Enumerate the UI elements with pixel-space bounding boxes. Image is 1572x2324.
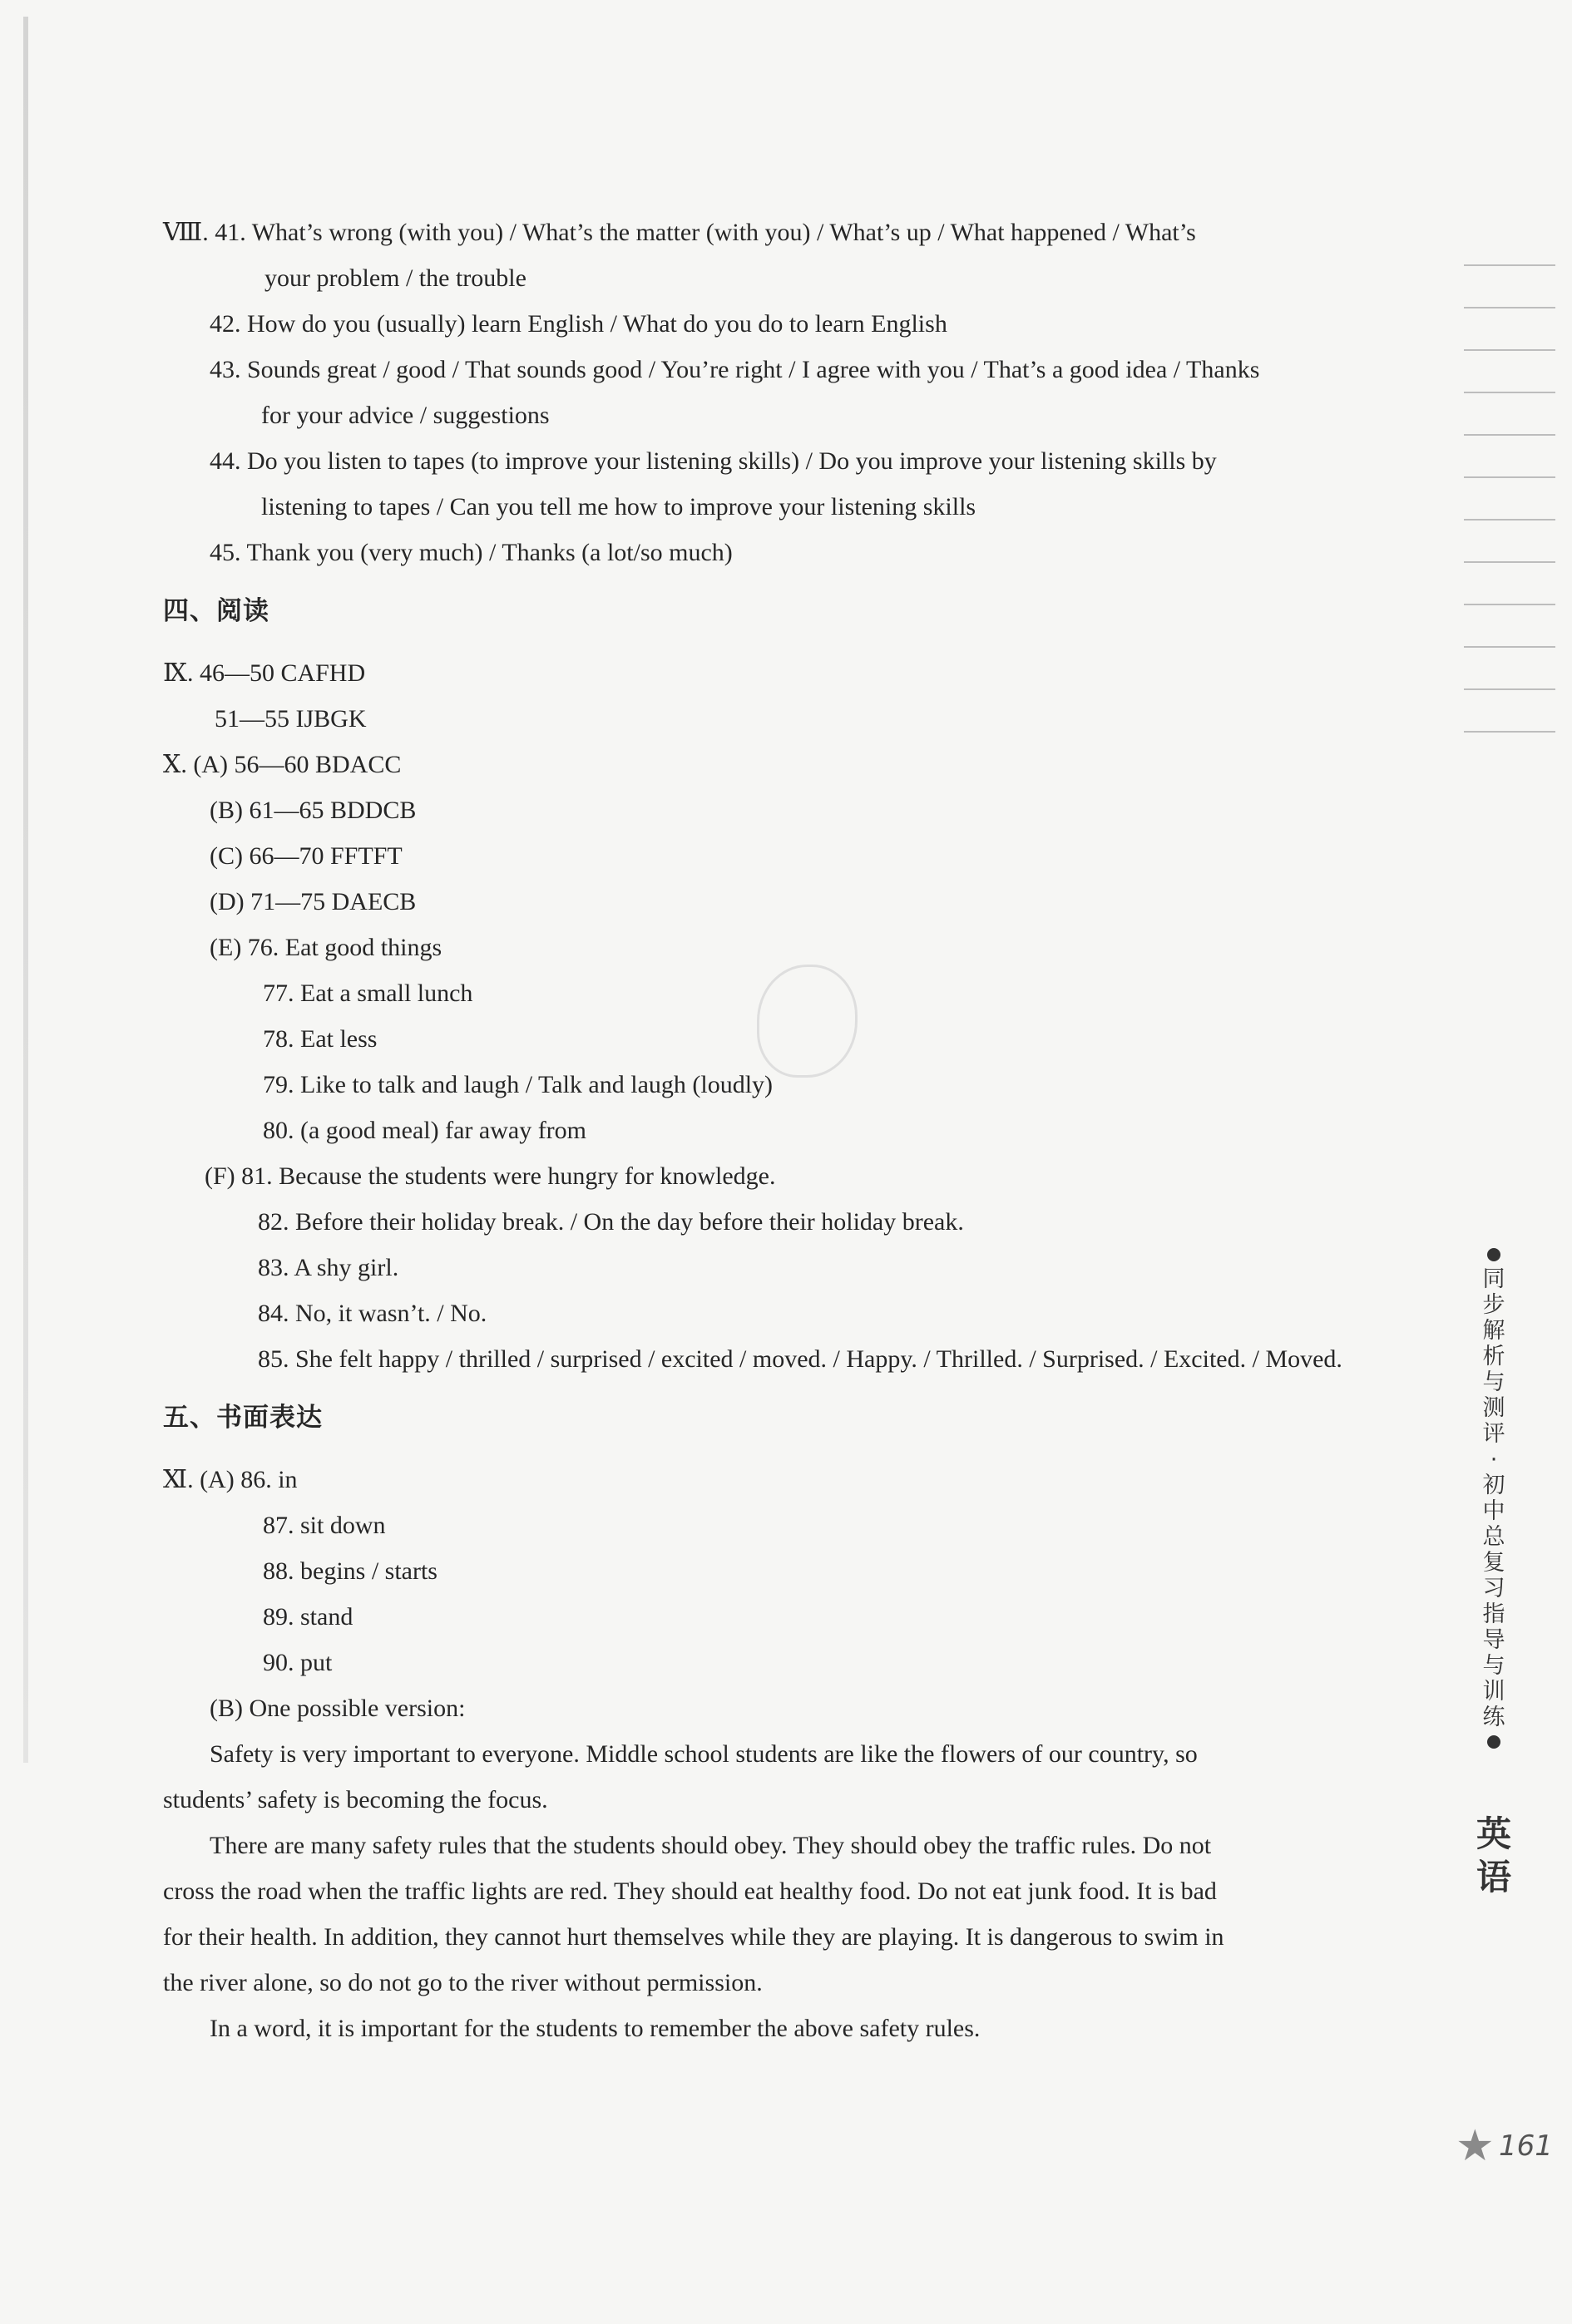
- answer-line: for their health. In addition, they cannot hurt themselves while they are playing. It is dangerous to swim in: [163, 1923, 1224, 1951]
- answer-line: 89. stand: [263, 1603, 353, 1631]
- page-number: [1456, 2121, 1564, 2171]
- side-title-text: 同 步 解 析 与 测 评 · 初 中 总 复 习 指 导 与 训 练: [1482, 1266, 1505, 1730]
- stamp-mark: [757, 965, 858, 1078]
- answer-line: the river alone, so do not go to the river without permission.: [163, 1969, 763, 1996]
- answer-line: Ⅺ. (A) 86. in: [163, 1466, 298, 1493]
- answer-line: (F) 81. Because the students were hungry for knowledge.: [205, 1162, 776, 1190]
- answer-line: 84. No, it wasn’t. / No.: [258, 1300, 487, 1327]
- answer-line: 83. A shy girl.: [258, 1254, 399, 1281]
- answer-line: 79. Like to talk and laugh / Talk and laugh (loudly): [263, 1071, 774, 1098]
- answer-line: students’ safety is becoming the focus.: [163, 1786, 548, 1813]
- bullet-dot: [1487, 1248, 1500, 1261]
- answer-line: Ⅹ. (A) 56—60 BDACC: [163, 751, 402, 778]
- answer-line: 77. Eat a small lunch: [263, 979, 473, 1007]
- answer-line: 45. Thank you (very much) / Thanks (a lot/so much): [210, 539, 733, 566]
- star-icon: ★: [1456, 2121, 1495, 2171]
- answer-line: 88. begins / starts: [263, 1557, 437, 1585]
- answer-line: 85. She felt happy / thrilled / surprised / excited / moved. / Happy. / Thrilled. / Surprised. / Excited. / Moved.: [258, 1345, 1342, 1373]
- answer-line: for your advice / suggestions: [261, 402, 550, 429]
- answer-line: There are many safety rules that the students should obey. They should obey the traffic rules. Do not: [210, 1832, 1212, 1859]
- answer-line: 44. Do you listen to tapes (to improve your listening skills) / Do you improve your listening skills by: [210, 447, 1217, 475]
- answer-line: 87. sit down: [263, 1512, 386, 1539]
- answer-line: your problem / the trouble: [264, 264, 526, 292]
- answer-line: 82. Before their holiday break. / On the day before their holiday break.: [258, 1208, 964, 1236]
- answer-line: (E) 76. Eat good things: [210, 934, 442, 961]
- section-heading: 五、书面表达: [163, 1403, 323, 1433]
- answer-line: 90. put: [263, 1649, 333, 1676]
- section-heading: 四、阅读: [163, 596, 269, 626]
- answer-line: listening to tapes / Can you tell me how to improve your listening skills: [261, 493, 976, 521]
- answer-line: 51—55 IJBGK: [215, 705, 367, 733]
- answer-line: Safety is very important to everyone. Middle school students are like the flowers of our country, so: [210, 1740, 1198, 1768]
- answer-line: Ⅷ. 41. What’s wrong (with you) / What’s the matter (with you) / What’s up / What happened / What’s: [163, 219, 1196, 246]
- answer-line: (B) 61—65 BDDCB: [210, 797, 417, 824]
- answer-line: 43. Sounds great / good / That sounds good / You’re right / I agree with you / That’s a good idea / Thanks: [210, 356, 1260, 383]
- answer-line: 42. How do you (usually) learn English / What do you do to learn English: [210, 310, 947, 338]
- margin-rules: [1464, 264, 1555, 773]
- answer-line: (D) 71—75 DAECB: [210, 888, 417, 915]
- answer-line: 78. Eat less: [263, 1025, 378, 1053]
- answer-line: In a word, it is important for the students to remember the above safety rules.: [210, 2015, 981, 2042]
- page-number-text: 161: [1499, 2129, 1553, 2163]
- answer-line: 80. (a good meal) far away from: [263, 1117, 587, 1144]
- bullet-dot: [1487, 1735, 1500, 1749]
- answer-line: cross the road when the traffic lights are red. They should eat healthy food. Do not eat junk food. It is bad: [163, 1877, 1217, 1905]
- answer-line: (B) One possible version:: [210, 1695, 466, 1722]
- subject-label: 英 语: [1476, 1813, 1511, 1897]
- answer-line: (C) 66—70 FFTFT: [210, 842, 403, 870]
- side-title: [1477, 1243, 1510, 1754]
- answer-line: Ⅸ. 46—50 CAFHD: [163, 659, 366, 687]
